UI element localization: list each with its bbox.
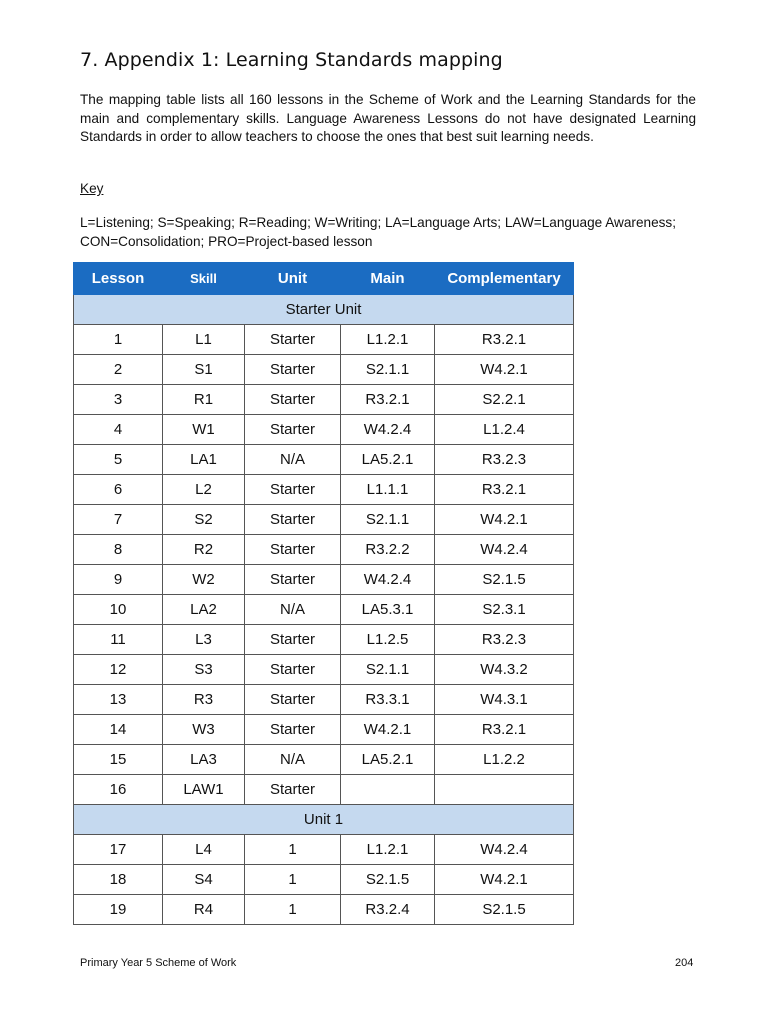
- cell-main: W4.2.4: [341, 415, 435, 445]
- cell-skill: LA2: [163, 595, 245, 625]
- cell-unit: Starter: [245, 625, 341, 655]
- cell-unit: Starter: [245, 655, 341, 685]
- cell-lesson: 2: [74, 355, 163, 385]
- table-row: [74, 745, 574, 775]
- cell-unit: Starter: [245, 775, 341, 805]
- cell-lesson: 1: [74, 325, 163, 355]
- cell-skill: S3: [163, 655, 245, 685]
- cell-unit: Starter: [245, 325, 341, 355]
- cell-main: LA5.3.1: [341, 595, 435, 625]
- cell-unit: Starter: [245, 355, 341, 385]
- table-row: [74, 385, 574, 415]
- table-header-row: [74, 263, 574, 295]
- cell-skill: L2: [163, 475, 245, 505]
- cell-unit: 1: [245, 865, 341, 895]
- cell-unit: Starter: [245, 505, 341, 535]
- cell-main: R3.2.4: [341, 895, 435, 925]
- cell-unit: 1: [245, 895, 341, 925]
- table-row: [74, 685, 574, 715]
- cell-skill: W2: [163, 565, 245, 595]
- table-row: [74, 325, 574, 355]
- cell-main: W4.2.1: [341, 715, 435, 745]
- cell-main: LA5.2.1: [341, 445, 435, 475]
- table-row: [74, 475, 574, 505]
- cell-lesson: 9: [74, 565, 163, 595]
- cell-lesson: 4: [74, 415, 163, 445]
- intro-paragraph: The mapping table lists all 160 lessons in the Scheme of Work and the Learning Standards for the main and complementary skills. Language Awareness Lessons do not have designated Learning Standards in order to allow teachers to choose the ones that best suit learning needs.: [80, 92, 696, 144]
- section-title: Unit 1: [74, 805, 574, 835]
- cell-complementary: R3.2.3: [435, 625, 574, 655]
- section-row: [74, 805, 574, 835]
- cell-main: L1.2.1: [341, 835, 435, 865]
- key-title: Key: [80, 181, 104, 196]
- cell-main: R3.3.1: [341, 685, 435, 715]
- cell-skill: S4: [163, 865, 245, 895]
- cell-skill: W3: [163, 715, 245, 745]
- cell-skill: R3: [163, 685, 245, 715]
- cell-complementary: [435, 775, 574, 805]
- cell-lesson: 6: [74, 475, 163, 505]
- cell-main: LA5.2.1: [341, 745, 435, 775]
- cell-skill: W1: [163, 415, 245, 445]
- table-row: [74, 445, 574, 475]
- cell-unit: Starter: [245, 715, 341, 745]
- cell-lesson: 19: [74, 895, 163, 925]
- section-title: Starter Unit: [74, 295, 574, 325]
- cell-complementary: L1.2.2: [435, 745, 574, 775]
- cell-lesson: 7: [74, 505, 163, 535]
- cell-skill: R2: [163, 535, 245, 565]
- cell-lesson: 3: [74, 385, 163, 415]
- cell-complementary: S2.1.5: [435, 565, 574, 595]
- cell-lesson: 17: [74, 835, 163, 865]
- table-row: [74, 565, 574, 595]
- cell-complementary: W4.2.1: [435, 355, 574, 385]
- table-row: [74, 505, 574, 535]
- cell-lesson: 8: [74, 535, 163, 565]
- cell-main: L1.2.1: [341, 325, 435, 355]
- cell-main: W4.2.4: [341, 565, 435, 595]
- cell-skill: L1: [163, 325, 245, 355]
- table-row: [74, 415, 574, 445]
- cell-skill: LA1: [163, 445, 245, 475]
- cell-main: S2.1.1: [341, 355, 435, 385]
- table-row: [74, 835, 574, 865]
- cell-complementary: W4.2.1: [435, 865, 574, 895]
- cell-complementary: W4.2.4: [435, 835, 574, 865]
- header-unit: Unit: [245, 263, 341, 295]
- page-number: 204: [675, 957, 694, 969]
- header-skill: Skill: [163, 263, 245, 295]
- cell-skill: L3: [163, 625, 245, 655]
- cell-complementary: R3.2.1: [435, 475, 574, 505]
- cell-complementary: W4.2.4: [435, 535, 574, 565]
- cell-lesson: 10: [74, 595, 163, 625]
- footer-title: Primary Year 5 Scheme of Work: [80, 957, 237, 969]
- cell-unit: Starter: [245, 385, 341, 415]
- cell-complementary: W4.3.1: [435, 685, 574, 715]
- cell-lesson: 11: [74, 625, 163, 655]
- section-row: [74, 295, 574, 325]
- table-row: [74, 625, 574, 655]
- cell-unit: 1: [245, 835, 341, 865]
- cell-unit: Starter: [245, 475, 341, 505]
- cell-skill: LAW1: [163, 775, 245, 805]
- page-heading: 7. Appendix 1: Learning Standards mapping: [80, 49, 503, 71]
- table-row: [74, 595, 574, 625]
- cell-unit: N/A: [245, 745, 341, 775]
- cell-lesson: 16: [74, 775, 163, 805]
- cell-main: [341, 775, 435, 805]
- cell-main: S2.1.1: [341, 655, 435, 685]
- cell-lesson: 14: [74, 715, 163, 745]
- cell-main: L1.1.1: [341, 475, 435, 505]
- cell-lesson: 18: [74, 865, 163, 895]
- cell-complementary: S2.3.1: [435, 595, 574, 625]
- cell-complementary: R3.2.1: [435, 715, 574, 745]
- table-row: [74, 715, 574, 745]
- table-row: [74, 535, 574, 565]
- mapping-table: [73, 262, 574, 925]
- cell-skill: R4: [163, 895, 245, 925]
- key-text: L=Listening; S=Speaking; R=Reading; W=Writing; LA=Language Arts; LAW=Language Awareness; CON=Consolidation; PRO=Project-based lesson: [80, 215, 676, 249]
- cell-skill: S2: [163, 505, 245, 535]
- table-row: [74, 775, 574, 805]
- cell-complementary: L1.2.4: [435, 415, 574, 445]
- cell-complementary: R3.2.3: [435, 445, 574, 475]
- cell-main: R3.2.1: [341, 385, 435, 415]
- cell-unit: Starter: [245, 415, 341, 445]
- table-row: [74, 865, 574, 895]
- table-row: [74, 895, 574, 925]
- cell-unit: N/A: [245, 595, 341, 625]
- cell-complementary: S2.1.5: [435, 895, 574, 925]
- cell-lesson: 5: [74, 445, 163, 475]
- cell-complementary: S2.2.1: [435, 385, 574, 415]
- cell-main: S2.1.5: [341, 865, 435, 895]
- cell-skill: LA3: [163, 745, 245, 775]
- cell-skill: R1: [163, 385, 245, 415]
- cell-unit: Starter: [245, 535, 341, 565]
- cell-complementary: W4.2.1: [435, 505, 574, 535]
- cell-main: L1.2.5: [341, 625, 435, 655]
- table-body: [74, 295, 574, 925]
- cell-skill: S1: [163, 355, 245, 385]
- cell-unit: N/A: [245, 445, 341, 475]
- cell-lesson: 12: [74, 655, 163, 685]
- cell-main: R3.2.2: [341, 535, 435, 565]
- cell-lesson: 15: [74, 745, 163, 775]
- cell-complementary: W4.3.2: [435, 655, 574, 685]
- cell-unit: Starter: [245, 565, 341, 595]
- table-row: [74, 355, 574, 385]
- cell-unit: Starter: [245, 685, 341, 715]
- cell-main: S2.1.1: [341, 505, 435, 535]
- header-lesson: Lesson: [74, 263, 163, 295]
- table-row: [74, 655, 574, 685]
- cell-complementary: R3.2.1: [435, 325, 574, 355]
- header-main: Main: [341, 263, 435, 295]
- cell-skill: L4: [163, 835, 245, 865]
- cell-lesson: 13: [74, 685, 163, 715]
- header-complementary: Complementary: [435, 263, 574, 295]
